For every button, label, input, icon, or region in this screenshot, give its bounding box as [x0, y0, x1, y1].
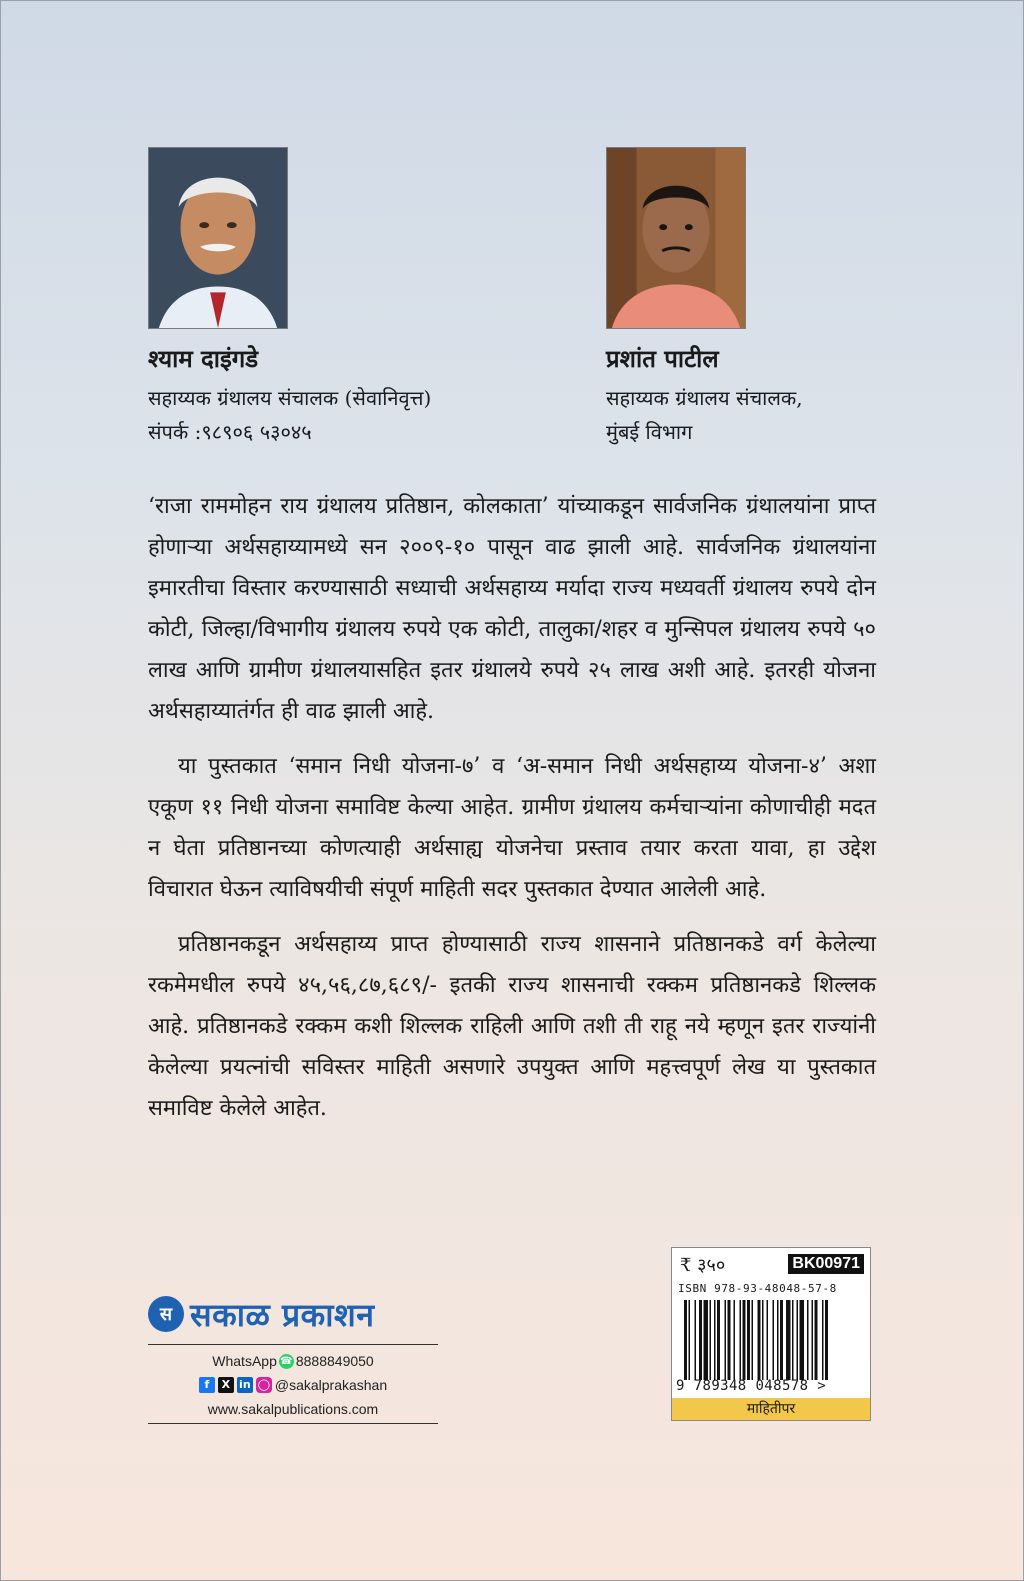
- x-icon[interactable]: X: [218, 1377, 234, 1393]
- whatsapp-icon: ☎: [280, 1355, 293, 1367]
- social-handle: @sakalprakashan: [274, 1377, 388, 1393]
- publisher-logo-text: सकाळ प्रकाशन: [190, 1295, 375, 1334]
- publisher-block: [148, 1290, 438, 1424]
- author-photo-prashant: [606, 147, 746, 329]
- publisher-bottom-rule: [148, 1423, 438, 1424]
- book-code: BK00971: [788, 1254, 864, 1274]
- isbn-text: ISBN 978-93-48048-57-8: [678, 1282, 837, 1295]
- author-name-2: प्रशांत पाटील: [606, 345, 719, 373]
- sakal-logo-icon: स: [148, 1296, 184, 1332]
- author-name-1: श्याम दाइंगडे: [148, 345, 259, 373]
- author-role-2: सहाय्यक ग्रंथालय संचालक,: [606, 386, 803, 410]
- author-role-1: सहाय्यक ग्रंथालय संचालक (सेवानिवृत्त): [148, 386, 432, 410]
- publisher-top-rule: [148, 1344, 438, 1345]
- author-photo-shyam: [148, 147, 288, 329]
- genre-label: माहितीपर: [672, 1398, 870, 1420]
- blurb-paragraph-3: प्रतिष्ठानकडून अर्थसहाय्य प्राप्त होण्यासाठी राज्य शासनाने प्रतिष्ठानकडे वर्ग केलेल्या रकमेमधील रुपये ४५,५६,८७,६८९/- इतकी राज्य शासनाची रक्कम प्रतिष्ठानकडे शिल्लक आहे. प्रतिष्ठानकडे रक्कम कशी शिल्लक राहिली आणि तशी ती राहू नये म्हणून इतर राज्यांनी केलेल्या प्रयत्नांची सविस्तर माहिती असणारे उपयुक्त आणि महत्त्वपूर्ण लेख या पुस्तकात समाविष्ट केलेले आहेत.: [148, 932, 876, 1121]
- book-price: ₹ ३५०: [680, 1255, 726, 1276]
- social-line: [148, 1373, 438, 1397]
- whatsapp-line: [148, 1349, 438, 1373]
- isbn-barcode: [684, 1300, 860, 1380]
- linkedin-icon[interactable]: in: [237, 1377, 253, 1393]
- blurb-paragraph-1: ‘राजा राममोहन राय ग्रंथालय प्रतिष्ठान, कोलकाता’ यांच्याकडून सार्वजनिक ग्रंथालयांना प्राप्त होणाऱ्या अर्थसहाय्यामध्ये सन २००९-१० पासून वाढ झाली आहे. सार्वजनिक ग्रंथालयांना इमारतीचा विस्तार करण्यासाठी सध्याची अर्थसहाय्य मर्यादा राज्य मध्यवर्ती ग्रंथालय रुपये दोन कोटी, जिल्हा/विभागीय ग्रंथालय रुपये एक कोटी, तालुका/शहर व मुन्सिपल ग्रंथालय रुपये ५० लाख आणि ग्रामीण ग्रंथालयासहित इतर ग्रंथालये रुपये २५ लाख अशी आहे. इतरही योजना अर्थसहाय्यातंर्गत ही वाढ झाली आहे.: [148, 494, 876, 724]
- book-blurb: [148, 486, 876, 1143]
- facebook-icon[interactable]: f: [199, 1377, 215, 1393]
- publisher-logo: [148, 1290, 438, 1338]
- barcode-digits: 9 789348 048578 >: [676, 1378, 827, 1394]
- instagram-icon[interactable]: ◯: [257, 1378, 271, 1391]
- author-department-2: मुंबई विभाग: [606, 420, 693, 444]
- blurb-paragraph-2: या पुस्तकात ‘समान निधी योजना-७’ व ‘अ-समान निधी अर्थसहाय्य योजना-४’ अशा एकूण ११ निधी योजना समाविष्ट केल्या आहेत. ग्रामीण ग्रंथालय कर्मचाऱ्यांना कोणाचीही मदत न घेता प्रतिष्ठानच्या कोणत्याही अर्थसाह्य योजनेचा प्रस्ताव तयार करता यावा, हा उद्देश विचारात घेऊन त्याविषयीची संपूर्ण माहिती सदर पुस्तकात देण्यात आलेली आहे.: [148, 754, 876, 902]
- author-contact-1: संपर्क :९८९०६ ५३०४५: [148, 420, 312, 444]
- website-line: [148, 1397, 438, 1421]
- website-link[interactable]: www.sakalpublications.com: [207, 1401, 379, 1417]
- barcode-block: [671, 1247, 871, 1421]
- whatsapp-number[interactable]: 8888849050: [295, 1353, 374, 1369]
- whatsapp-label: WhatsApp: [212, 1353, 277, 1369]
